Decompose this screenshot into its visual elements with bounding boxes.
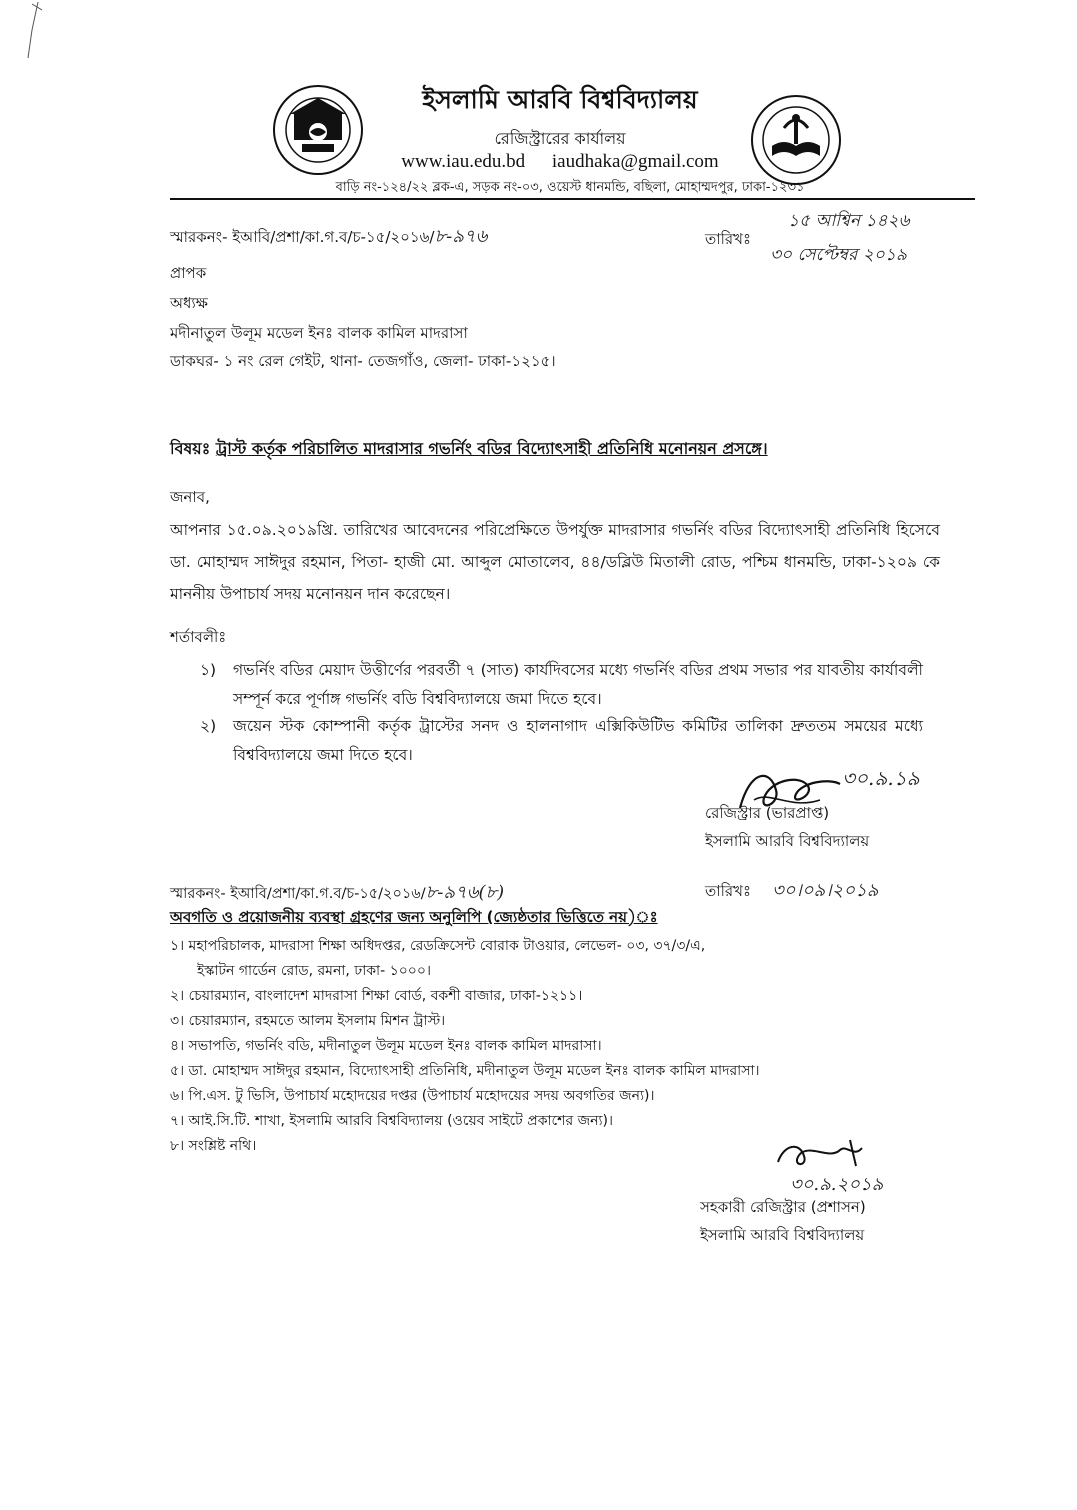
header-divider: [170, 198, 975, 200]
website-link[interactable]: www.iau.edu.bd: [401, 151, 526, 172]
subject-line: [170, 436, 768, 463]
condition-text: জয়েন স্টক কোম্পানী কর্তৃক ট্রাস্টের সনদ ও হালনাগাদ এক্সিকিউটিভ কমিটির তালিকা দ্রুততম সময়ের মধ্যে বিশ্ববিদ্যালয়ে জমা দিতে হবে।: [233, 717, 923, 764]
copy-item: ১। মহাপরিচালক, মাদরাসা শিক্ষা অধিদপ্তর, রেডক্রিসেন্ট বোরাক টাওয়ার, লেভেল- ০৩, ৩৭/৩/এ,: [170, 938, 706, 954]
registrar-office: রেজিস্ট্রারের কার্যালয়: [494, 129, 626, 148]
copy-list: [170, 934, 760, 1159]
copy-item: ৬। পি.এস. টু ভিসি, উপাচার্য মহোদয়ের দপ্তর (উপাচার্য মহোদয়ের সদয় অবগতির জন্য)।: [170, 1088, 655, 1104]
condition-text: গভর্নিং বডির মেয়াদ উত্তীর্ণের পরবর্তী ৭ (সাত) কার্যদিবসের মধ্যে গভর্নিং বডির প্রথম সভার পর যাবতীয় কার্যাবলী সম্পূর্ন করে পূর্ণাঙ্গ গভর্নিং বডি বিশ্ববিদ্যালয়ে জমা দিতে হবে।: [233, 661, 923, 708]
copy-item: ৭। আই.সি.টি. শাখা, ইসলামি আরবি বিশ্ববিদ্যালয় (ওয়েব সাইটে প্রকাশের জন্য)।: [170, 1113, 614, 1129]
conditions-title: শর্তাবলীঃ: [170, 628, 227, 646]
assistant-registrar-signature-date: ৩০.৯.২০১৯: [790, 1174, 884, 1195]
memo-date-handwritten-1: ১৫ আশ্বিন ১৪২৬: [788, 211, 910, 231]
body-paragraph: আপনার ১৫.০৯.২০১৯খ্রি. তারিখের আবেদনের পরিপ্রেক্ষিতে উপর্যুক্ত মাদরাসার গভর্নিং বডির বিদ্যোৎসাহী প্রতিনিধি হিসেবে ডা. মোহাম্মদ সাঈদুর রহমান, পিতা- হাজী মো. আব্দুল মোতালেব, ৪৪/ডব্লিউ মিতালী রোড, পশ্চিম ধানমন্ডি, ঢাকা-১২০৯ কে মাননীয় উপাচার্য সদয় মনোনয়ন দান করেছেন।: [170, 521, 940, 603]
memo-date-handwritten-2: ৩০ সেপ্টেম্বর ২০১৯: [770, 245, 907, 265]
university-name: ইসলামি আরবি বিশ্ববিদ্যালয়: [422, 85, 698, 114]
copy-heading: অবগতি ও প্রয়োজনীয় ব্যবস্থা গ্রহণের জন্য অনুলিপি (জ্যেষ্ঠতার ভিত্তিতে নয়)ঃ: [170, 908, 658, 926]
office-address: বাড়ি নং-১২৪/২২ ব্লক-এ, সড়ক নং-০৩, ওয়েস্ট ধানমন্ডি, বছিলা, মোহাম্মদপুর, ঢাকা-১২৩১: [335, 180, 805, 195]
copy-date-handwritten: ৩০।০৯।২০১৯: [772, 880, 879, 901]
copy-memo-reference: [170, 878, 504, 909]
salutation: জনাব,: [170, 488, 210, 506]
copy-item: ২। চেয়ারম্যান, বাংলাদেশ মাদরাসা শিক্ষা বোর্ড, বকশী বাজার, ঢাকা-১২১১।: [170, 988, 583, 1004]
memo-ref-label: স্মারকনং- ইআবি/প্রশা/কা.গ.ব/চ-১৫/২০১৬/: [170, 228, 435, 246]
registrar-signature-date: ৩০.৯.১৯: [842, 766, 920, 790]
condition-item: [200, 656, 923, 714]
recipient-line: ডাকঘর- ১ নং রেল গেইট, থানা- তেজগাঁও, জেলা- ঢাকা-১২১৫।: [170, 352, 556, 370]
copy-date-label: তারিখঃ: [705, 882, 751, 900]
contact-line: [300, 151, 820, 173]
assistant-registrar-title: সহকারী রেজিস্ট্রার (প্রশাসন): [700, 1198, 866, 1216]
subject-text: ট্রাস্ট কর্তৃক পরিচালিত মাদরাসার গভর্নিং বডির বিদ্যোৎসাহী প্রতিনিধি মনোনয়ন প্রসঙ্গে।: [215, 439, 768, 458]
registrar-org: ইসলামি আরবি বিশ্ববিদ্যালয়: [705, 832, 870, 850]
registrar-title: রেজিস্ট্রার (ভারপ্রাপ্ত): [705, 804, 830, 822]
copy-item: ৪। সভাপতি, গভর্নিং বডি, মদীনাতুল উলূম মডেল ইনঃ বালক কামিল মাদরাসা।: [170, 1038, 602, 1054]
recipient-line: মদীনাতুল উলূম মডেল ইনঃ বালক কামিল মাদরাসা: [170, 324, 468, 342]
recipient-line: অধ্যক্ষ: [170, 294, 208, 312]
assistant-registrar-org: ইসলামি আরবি বিশ্ববিদ্যালয়: [700, 1226, 865, 1244]
subject-label: বিষয়ঃ: [170, 439, 211, 458]
memo-date-label: তারিখঃ: [705, 230, 751, 248]
memo-reference: [170, 222, 487, 253]
copy-ref-label: স্মারকনং- ইআবি/প্রশা/কা.গ.ব/চ-১৫/২০১৬/: [170, 886, 426, 902]
condition-number: ২): [200, 717, 217, 735]
copy-item: ৮। সংশ্লিষ্ট নথি।: [170, 1138, 257, 1154]
memo-ref-handwritten: ৮-৯৭৬: [434, 226, 488, 247]
recipient-line: প্রাপক: [170, 264, 207, 282]
scan-mark: [18, 0, 42, 60]
condition-number: ১): [200, 661, 217, 679]
email-link[interactable]: iaudhaka@gmail.com: [551, 151, 719, 172]
copy-item: ৫। ডা. মোহাম্মদ সাঈদুর রহমান, বিদ্যোৎসাহী প্রতিনিধি, মদীনাতুল উলূম মডেল ইনঃ বালক কামিল মাদরাসা।: [170, 1063, 760, 1079]
copy-item: ৩। চেয়ারম্যান, রহমতে আলম ইসলাম মিশন ট্রাস্ট।: [170, 1013, 446, 1029]
copy-ref-handwritten: ৮-৯৭৬(৮): [425, 882, 505, 903]
copy-item: ইস্কাটন গার্ডেন রোড, রমনা, ঢাকা- ১০০০।: [197, 963, 432, 979]
